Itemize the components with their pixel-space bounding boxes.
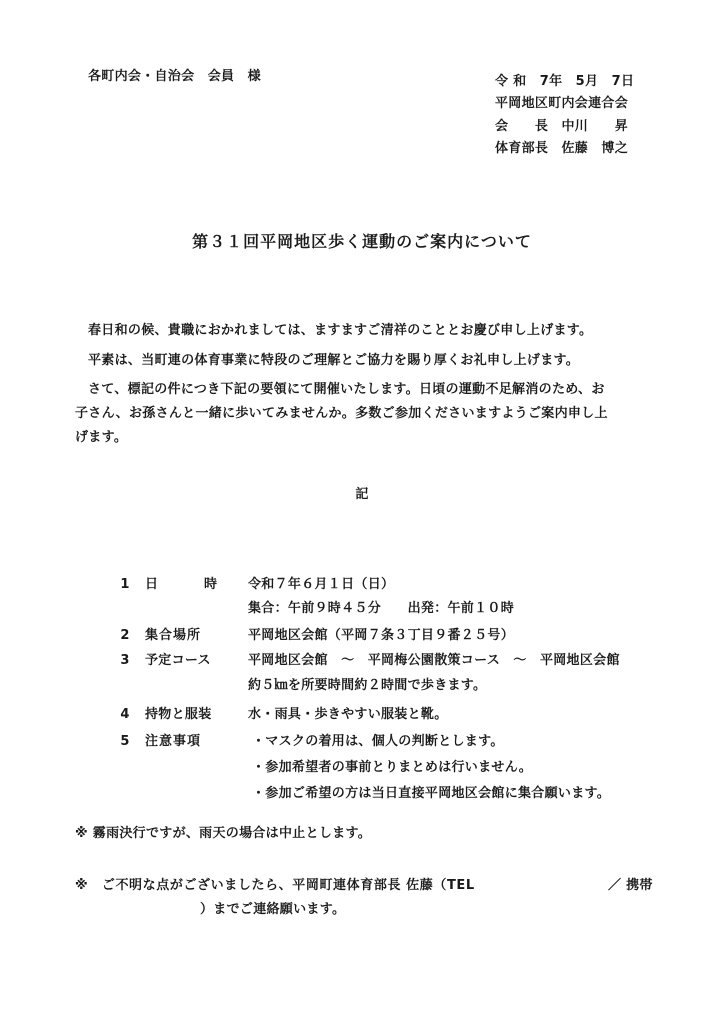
- item-5-label: 注意事項: [145, 734, 202, 749]
- item-1-label-a: 日: [145, 577, 159, 592]
- item-3-number: 3: [120, 653, 130, 668]
- item-4-label: 持物と服装: [145, 707, 212, 722]
- item-3-value: 平岡地区会館 ～ 平岡梅公園散策コース ～ 平岡地区会館: [248, 653, 620, 668]
- note-contact-line-1: ※ ご不明な点がございましたら、平岡町連体育部長 佐藤（TEL: [75, 878, 475, 893]
- note-rain-policy: ※ 霧雨決行ですが、雨天の場合は中止とします。: [75, 826, 372, 841]
- item-2-number: 2: [120, 628, 130, 643]
- addressee: 各町内会・自治会 会員 様: [88, 69, 261, 84]
- item-1-value-2: 集合：午前９時４５分 出発：午前１０時: [248, 601, 515, 616]
- sender-chair: 会 長 中川 昇: [495, 119, 629, 134]
- document-title: 第３１回平岡地区歩く運動のご案内について: [192, 232, 532, 251]
- item-1-value: 令和７年６月１日（日）: [248, 577, 395, 592]
- item-4-number: 4: [120, 707, 130, 722]
- note-contact-mobile: ／ 携帯: [608, 878, 653, 893]
- item-2-label: 集合場所: [145, 628, 202, 643]
- item-3-label: 予定コース: [145, 653, 211, 668]
- body-paragraph-3-line-1: さて、標記の件につき下記の要領にて開催いたします。日頃の運動不足解消のため、お: [88, 382, 605, 397]
- ki-marker: 記: [355, 487, 369, 502]
- item-2-value: 平岡地区会館（平岡７条３丁目９番２５号）: [248, 628, 515, 643]
- item-3-value-2: 約５㎞を所要時間約２時間で歩きます。: [248, 678, 487, 693]
- item-1-label-b: 時: [204, 577, 218, 592]
- body-paragraph-2: 平素は、当町連の体育事業に特段のご理解とご協力を賜り厚くお礼申し上げます。: [88, 353, 580, 368]
- issue-date: 令 和 7年 5月 7日: [495, 74, 635, 89]
- item-4-value: 水・雨具・歩きやすい服装と靴。: [248, 707, 448, 722]
- sender-organization: 平岡地区町内会連合会: [495, 96, 629, 111]
- note-contact-line-2: ）までご連絡願います。: [200, 902, 346, 917]
- item-5-number: 5: [120, 734, 130, 749]
- body-paragraph-3-line-3: げます。: [75, 430, 128, 445]
- sender-sports-head: 体育部長 佐藤 博之: [495, 141, 629, 156]
- item-5-bullet-3: ・参加ご希望の方は当日直接平岡地区会館に集合願います。: [252, 786, 611, 801]
- item-5-bullet-1: ・マスクの着用は、個人の判断とします。: [252, 734, 504, 749]
- body-paragraph-1: 春日和の候、貴職におかれましては、ますますご清祥のこととお慶び申し上げます。: [88, 323, 593, 338]
- item-1-number: 1: [120, 577, 130, 592]
- item-5-bullet-2: ・参加希望者の事前とりまとめは行いません。: [252, 760, 533, 775]
- body-paragraph-3-line-2: 子さん、お孫さんと一緒に歩いてみませんか。多数ご参加くださいますようご案内申し上: [75, 406, 608, 421]
